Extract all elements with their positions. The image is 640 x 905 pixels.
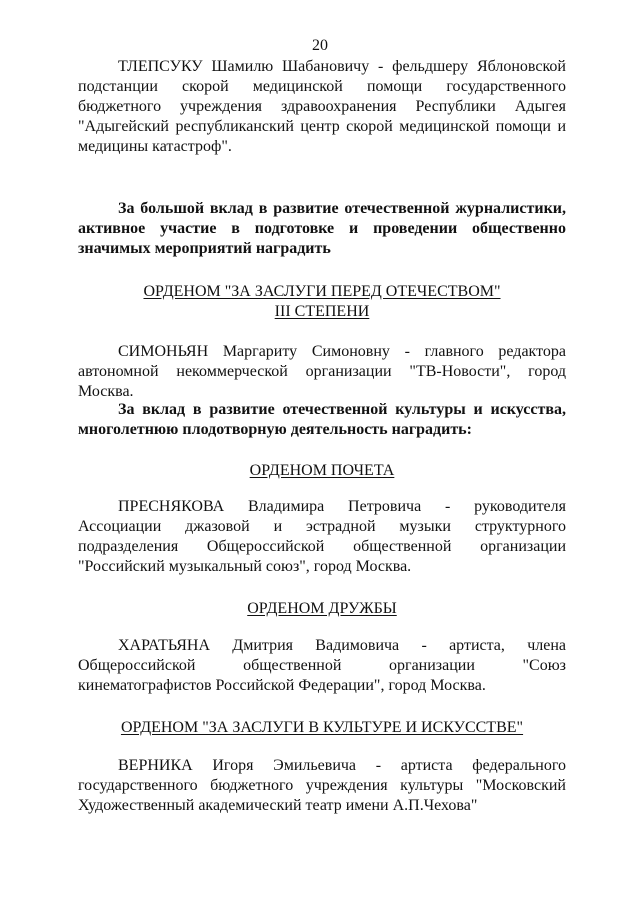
award-paragraph-tlepsuk: ТЛЕПСУКУ Шамилю Шабановичу - фельдшеру Яблоновской подстанции скорой медицинской помощи государственного бюджетного учреждения здравоохранения Республики Адыгея "Адыгейский республиканский центр скорой медицинской помощи и медицины катастроф". (78, 58, 566, 155)
award-paragraph-vernik: ВЕРНИКА Игоря Эмильевича - артиста федерального государственного бюджетного учреждения культуры "Московский Художественный академический театр имени А.П.Чехова" (78, 757, 566, 814)
order-heading-line: ОРДЕНОМ ДРУЖБЫ (247, 600, 397, 617)
order-heading-degree: III СТЕПЕНИ (274, 303, 370, 320)
order-heading-friendship (78, 599, 566, 619)
award-reason-culture: За вклад в развитие отечественной культуры и искусства, многолетнюю плодотворную деятельность наградить: (78, 401, 566, 438)
order-heading-line: ОРДЕНОМ ПОЧЕТА (249, 462, 395, 479)
award-paragraph-simonyan: СИМОНЬЯН Маргариту Симоновну - главного редактора автономной некоммерческой организации "ТВ-Новости", город Москва. (78, 343, 566, 400)
page-number: 20 (312, 37, 328, 54)
order-heading-culture-art (78, 718, 566, 738)
order-heading-merit-fatherland (78, 282, 566, 322)
order-heading-line: ОРДЕНОМ "ЗА ЗАСЛУГИ В КУЛЬТУРЕ И ИСКУССТВЕ" (120, 719, 524, 736)
order-heading-honor (78, 461, 566, 481)
award-reason-journalism: За большой вклад в развитие отечественной журналистики, активное участие в подготовке и проведении общественно значимых мероприятий наградить (78, 200, 566, 257)
award-paragraph-presnyakov: ПРЕСНЯКОВА Владимира Петровича - руководителя Ассоциации джазовой и эстрадной музыки структурного подразделения Общероссийской общественной организации "Российский музыкальный союз", город Москва. (78, 498, 566, 575)
award-paragraph-kharatyan: ХАРАТЬЯНА Дмитрия Вадимовича - артиста, члена Общероссийской общественной организации "Союз кинематографистов Российской Федерации", город Москва. (78, 637, 566, 694)
order-heading-line: ОРДЕНОМ "ЗА ЗАСЛУГИ ПЕРЕД ОТЕЧЕСТВОМ" (143, 283, 501, 300)
